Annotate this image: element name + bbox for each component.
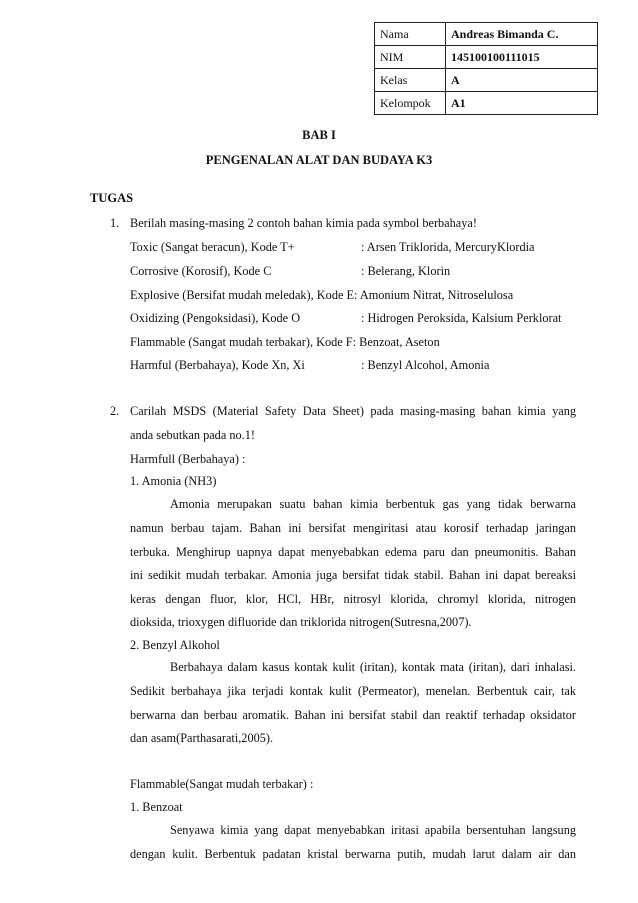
benzyl-paragraph-line: Sedikit berbahaya jika terjadi kontak kulit (Permeator), menelan. Berbentuk cair, tak: [130, 684, 576, 698]
question-1-text: Berilah masing-masing 2 contoh bahan kimia pada symbol berbahaya!: [130, 216, 477, 230]
section-heading-tugas: TUGAS: [90, 191, 134, 205]
benzyl-title: 2. Benzyl Alkohol: [130, 638, 220, 652]
amonia-paragraph-line: dioksida, trioxygen difluoride dan triklorida nitrogen(Sutresna,2007).: [130, 615, 472, 629]
hazard-row-toxic-examples: : Arsen Triklorida, MercuryKlordia: [361, 240, 535, 254]
amonia-paragraph-line: keras dengan fluor, klor, HCl, HBr, nitrosyl klorida, chromyl klorida, nitrogen: [130, 592, 576, 606]
hazard-row-toxic-label: Toxic (Sangat beracun), Kode T+: [130, 240, 295, 254]
amonia-paragraph-line: namun berbau tajam. Bahan ini bersifat mengiritasi atau korosif terhadap jaringan: [130, 521, 576, 535]
info-row-kelompok: [375, 92, 598, 115]
benzoat-paragraph-line: Senyawa kimia yang dapat menyebabkan iritasi apabila bersentuhan langsung: [170, 823, 576, 837]
question-number-1: 1.: [110, 216, 120, 230]
benzoat-paragraph-line: dengan kulit. Berbentuk padatan kristal berwarna putih, mudah larut dalam air dan: [130, 847, 576, 861]
hazard-row-flammable: Flammable (Sangat mudah terbakar), Kode F: Benzoat, Aseton: [130, 335, 440, 349]
amonia-paragraph-line: ini sedikit mudah terbakar. Amonia juga bersifat tidak stabil. Bahan ini dapat bereaksi: [130, 568, 576, 582]
amonia-paragraph-line: Amonia merupakan suatu bahan kimia berbentuk gas yang tidak berwarna: [170, 497, 576, 511]
harmful-heading: Harmfull (Berbahaya) :: [130, 452, 246, 466]
chapter-number: BAB I: [302, 128, 336, 142]
info-value: 145100100111015: [446, 46, 598, 69]
hazard-row-corrosive-label: Corrosive (Korosif), Kode C: [130, 264, 272, 278]
benzyl-paragraph-line: dan asam(Parthasarati,2005).: [130, 731, 274, 745]
info-key: NIM: [375, 46, 446, 69]
info-key: Kelas: [375, 69, 446, 92]
info-key: Nama: [375, 23, 446, 46]
benzyl-paragraph-line: Berbahaya dalam kasus kontak kulit (iritan), kontak mata (iritan), dari inhalasi.: [170, 660, 576, 674]
info-value: Andreas Bimanda C.: [446, 23, 598, 46]
amonia-title: 1. Amonia (NH3): [130, 474, 217, 488]
student-info-table: [374, 22, 598, 115]
hazard-row-corrosive-examples: : Belerang, Klorin: [361, 264, 451, 278]
flammable-heading: Flammable(Sangat mudah terbakar) :: [130, 777, 314, 791]
amonia-paragraph-line: terbuka. Menghirup uapnya dapat menyebabkan edema paru dan pneumonitis. Bahan: [130, 545, 576, 559]
question-number-2: 2.: [110, 404, 120, 418]
info-value: A: [446, 69, 598, 92]
question-2-line: Carilah MSDS (Material Safety Data Sheet) pada masing-masing bahan kimia yang: [130, 404, 576, 418]
info-value: A1: [446, 92, 598, 115]
info-row-kelas: [375, 69, 598, 92]
hazard-row-explosive: Explosive (Bersifat mudah meledak), Kode E: Amonium Nitrat, Nitroselulosa: [130, 288, 514, 302]
hazard-row-harmful-label: Harmful (Berbahaya), Kode Xn, Xi: [130, 358, 305, 372]
info-row-nim: [375, 46, 598, 69]
question-2-line: anda sebutkan pada no.1!: [130, 428, 255, 442]
info-key: Kelompok: [375, 92, 446, 115]
hazard-row-harmful-examples: : Benzyl Alcohol, Amonia: [361, 358, 490, 372]
hazard-row-oxidizing-label: Oxidizing (Pengoksidasi), Kode O: [130, 311, 301, 325]
hazard-row-oxidizing-examples: : Hidrogen Peroksida, Kalsium Perklorat: [361, 311, 562, 325]
chapter-title: PENGENALAN ALAT DAN BUDAYA K3: [205, 153, 433, 167]
benzyl-paragraph-line: berwarna dan berbau aromatik. Bahan ini bersifat stabil dan reaktif terhadap oksidator: [130, 708, 576, 722]
info-row-nama: [375, 23, 598, 46]
benzoat-title: 1. Benzoat: [130, 800, 183, 814]
